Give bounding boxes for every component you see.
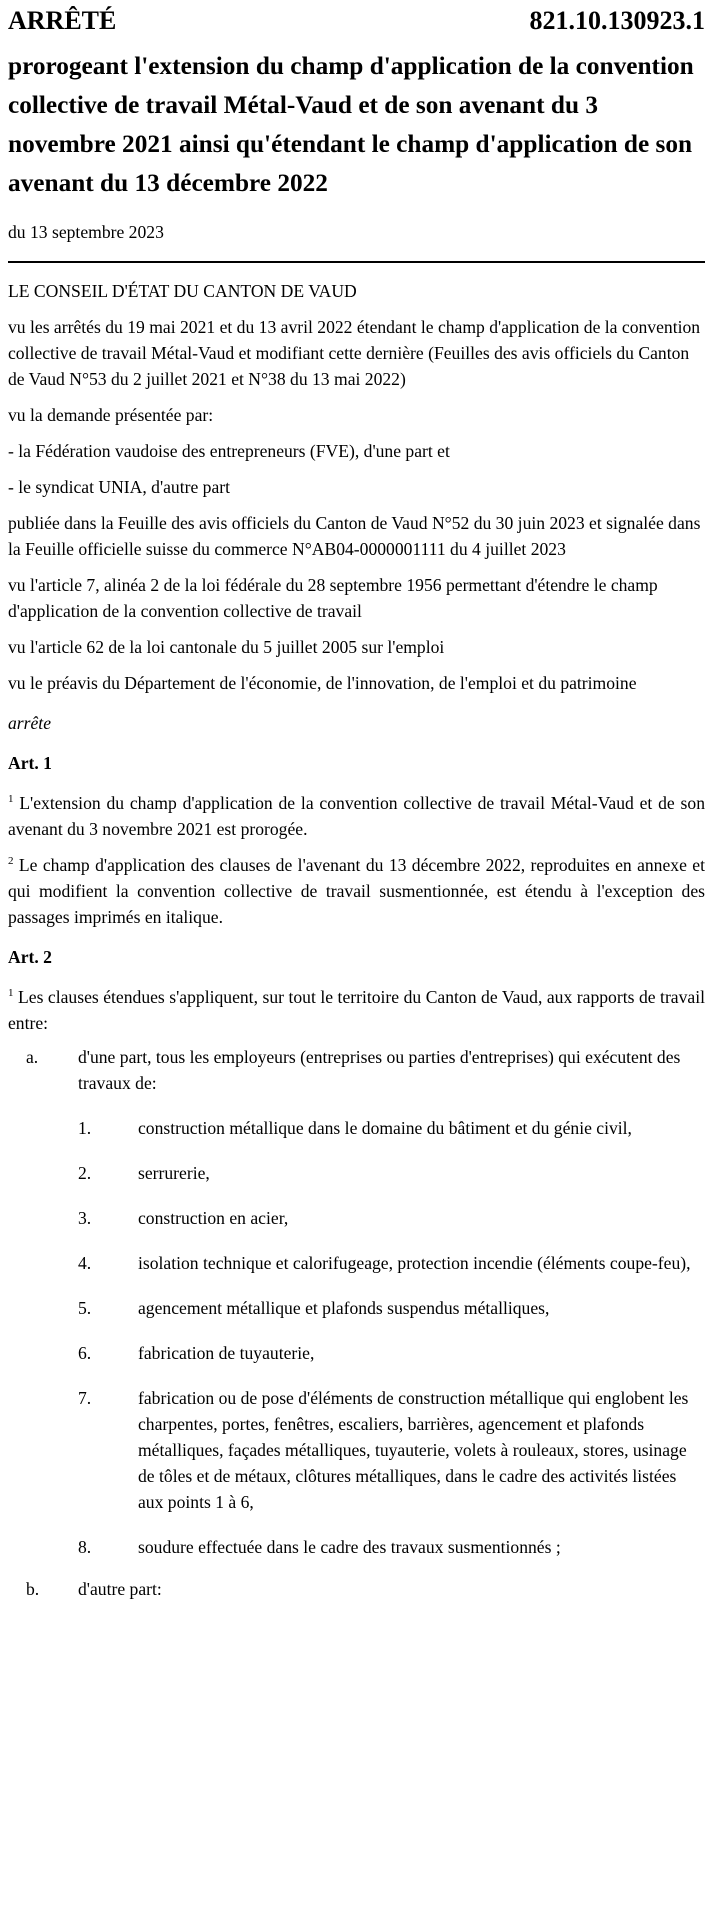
article-1-heading: Art. 1 [8,753,52,773]
document-header [8,4,705,38]
paragraph-text: Les clauses étendues s'appliquent, sur tout le territoire du Canton de Vaud, aux rapports de travail entre: [8,987,705,1033]
sub-list-item [78,1115,705,1141]
article-2-heading: Art. 2 [8,947,52,967]
sub-list-label: 4. [78,1253,92,1273]
paragraph-number: 2 [8,855,14,868]
sub-list-label: 3. [78,1208,92,1228]
paragraph-number: 1 [8,987,14,1000]
sub-list-text: agencement métallique et plafonds suspendus métalliques, [138,1298,550,1318]
consideration-2: vu la demande présentée par: [8,405,214,425]
sub-list-label: 7. [78,1388,92,1408]
consideration-3: - la Fédération vaudoise des entrepreneurs (FVE), d'une part et [8,441,450,461]
authority: LE CONSEIL D'ÉTAT DU CANTON DE VAUD [8,281,357,301]
sub-list-text: fabrication ou de pose d'éléments de construction métallique qui englobent les charpentes, portes, fenêtres, escaliers, barrières, agencement et plafonds métalliques, façades métalliques, tuyauterie, volets à rouleaux, stores, usinage de tôles et de métaux, clôtures métalliques, dans le cadre des activités listées aux points 1 à 6, [138,1388,689,1512]
list-label: a. [26,1047,39,1067]
sub-list-text: construction métallique dans le domaine du bâtiment et du génie civil, [138,1118,632,1138]
paragraph-number: 1 [8,793,14,806]
document-title: prorogeant l'extension du champ d'application de la convention collective de travail Métal-Vaud et de son avenant du 3 novembre 2021 ainsi qu'étendant le champ d'application de son avenant du 13 décembre 2022 [8,52,694,197]
sub-list-item [78,1385,705,1515]
consideration-7: vu l'article 62 de la loi cantonale du 5 juillet 2005 sur l'emploi [8,637,445,657]
article-1-paragraph-1 [8,790,705,842]
list-item-a-body [78,1044,705,1560]
sub-list-text: construction en acier, [138,1208,289,1228]
document-kind: ARRÊTÉ [8,6,117,35]
document-date: du 13 septembre 2023 [8,222,164,242]
sub-list-text: serrurerie, [138,1163,210,1183]
paragraph-text: L'extension du champ d'application de la convention collective de travail Métal-Vaud et de son avenant du 3 novembre 2021 est prorogée. [8,793,705,839]
sub-list-label: 1. [78,1118,92,1138]
list-item-b [8,1576,705,1602]
document-number: 821.10.130923.1 [529,6,705,35]
sub-list-item [78,1205,705,1231]
sub-list-item [78,1534,705,1560]
sub-list-label: 6. [78,1343,92,1363]
article-2-paragraph-1 [8,984,705,1036]
sub-list-label: 8. [78,1537,92,1557]
sub-list-text: isolation technique et calorifugeage, protection incendie (éléments coupe-feu), [138,1253,691,1273]
sub-list-text: fabrication de tuyauterie, [138,1343,315,1363]
consideration-4: - le syndicat UNIA, d'autre part [8,477,231,497]
sub-list-item [78,1295,705,1321]
decree-verb: arrête [8,713,51,733]
sub-list-item [78,1250,705,1276]
paragraph-text: Le champ d'application des clauses de l'avenant du 13 décembre 2022, reproduites en annexe et qui modifient la convention collective de travail susmentionnée, est étendu à l'exception des passages imprimés en italique. [8,855,705,927]
sub-list-item [78,1160,705,1186]
header-rule [8,261,705,263]
sub-list-text: soudure effectuée dans le cadre des travaux susmentionnés ; [138,1537,561,1557]
list-item-a [8,1044,705,1560]
consideration-8: vu le préavis du Département de l'économie, de l'innovation, de l'emploi et du patrimoine [8,673,637,693]
list-text: d'une part, tous les employeurs (entreprises ou parties d'entreprises) qui exécutent des travaux de: [78,1047,681,1093]
sub-list-label: 5. [78,1298,92,1318]
consideration-1: vu les arrêtés du 19 mai 2021 et du 13 avril 2022 étendant le champ d'application de la convention collective de travail Métal-Vaud et modifiant cette dernière (Feuilles des avis officiels du Canton de Vaud N°53 du 2 juillet 2021 et N°38 du 13 mai 2022) [8,317,701,389]
article-1-paragraph-2 [8,852,705,930]
list-text: d'autre part: [78,1579,162,1599]
sub-list-label: 2. [78,1163,92,1183]
consideration-5: publiée dans la Feuille des avis officiels du Canton de Vaud N°52 du 30 juin 2023 et signalée dans la Feuille officielle suisse du commerce N°AB04-0000001111 du 4 juillet 2023 [8,513,701,559]
document-page [8,4,705,1602]
sub-list-item [78,1340,705,1366]
list-label: b. [26,1579,40,1599]
consideration-6: vu l'article 7, alinéa 2 de la loi fédérale du 28 septembre 1956 permettant d'étendre le champ d'application de la convention collective de travail [8,575,658,621]
